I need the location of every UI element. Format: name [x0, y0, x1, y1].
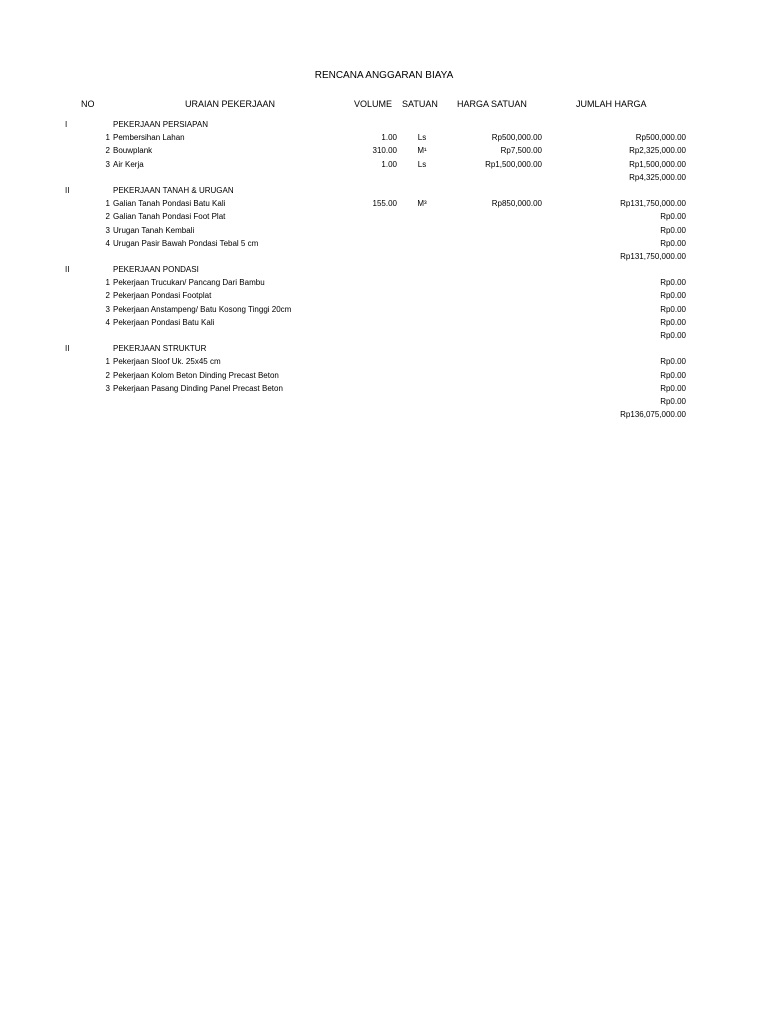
item-total: Rp1,500,000.00 — [629, 159, 686, 169]
item-number: 1 — [105, 357, 110, 367]
header-volume: VOLUME — [354, 99, 393, 109]
item-unit: Ls — [417, 159, 427, 169]
header-harga-satuan: HARGA SATUAN — [457, 99, 527, 109]
subtotal-row — [0, 171, 768, 184]
item-number: 3 — [105, 225, 110, 235]
item-description: Urugan Pasir Bawah Pondasi Tebal 5 cm — [113, 238, 259, 248]
subtotal-amount: Rp136,075,000.00 — [620, 410, 686, 420]
item-description: Galian Tanah Pondasi Batu Kali — [113, 199, 226, 209]
item-number: 1 — [105, 278, 110, 288]
item-description: Air Kerja — [113, 159, 144, 169]
item-row — [0, 382, 768, 395]
item-description: Pekerjaan Pasang Dinding Panel Precast Beton — [113, 383, 283, 393]
item-unit-price: Rp1,500,000.00 — [485, 159, 542, 169]
item-number: 3 — [105, 159, 110, 169]
item-unit-price: Rp850,000.00 — [491, 199, 542, 209]
item-total: Rp131,750,000.00 — [620, 199, 686, 209]
item-description: Pekerjaan Trucukan/ Pancang Dari Bambu — [113, 278, 265, 288]
item-description: Pekerjaan Pondasi Batu Kali — [113, 317, 215, 327]
item-row — [0, 369, 768, 382]
item-description: Pembersihan Lahan — [113, 133, 185, 143]
item-total: Rp0.00 — [660, 383, 686, 393]
item-number: 1 — [105, 199, 110, 209]
item-total: Rp0.00 — [660, 370, 686, 380]
item-total: Rp2,325,000.00 — [629, 146, 686, 156]
item-total: Rp0.00 — [660, 291, 686, 301]
section-title: PEKERJAAN PONDASI — [113, 265, 199, 275]
subtotal-row — [0, 329, 768, 342]
header-satuan: SATUAN — [402, 99, 438, 109]
item-total: Rp0.00 — [660, 304, 686, 314]
section-title: PEKERJAAN STRUKTUR — [113, 344, 207, 354]
item-unit-price: Rp7,500.00 — [500, 146, 542, 156]
item-row — [0, 316, 768, 329]
header-no: NO — [81, 99, 95, 109]
section-number: II — [65, 265, 70, 275]
item-unit-price: Rp500,000.00 — [491, 133, 542, 143]
item-row — [0, 355, 768, 368]
item-total: Rp0.00 — [660, 357, 686, 367]
item-row — [0, 144, 768, 157]
section-number: II — [65, 185, 70, 195]
item-row — [0, 289, 768, 302]
header-jumlah-harga: JUMLAH HARGA — [576, 99, 647, 109]
item-unit: Ls — [417, 133, 427, 143]
subtotal-amount: Rp4,325,000.00 — [629, 172, 686, 182]
item-row — [0, 197, 768, 210]
section-row — [0, 263, 768, 276]
item-number: 1 — [105, 133, 110, 143]
item-number: 4 — [105, 317, 110, 327]
item-row — [0, 224, 768, 237]
item-row — [0, 131, 768, 144]
section-row — [0, 184, 768, 197]
section-number: I — [65, 120, 68, 129]
item-total: Rp0.00 — [660, 238, 686, 248]
item-row — [0, 210, 768, 223]
item-number: 2 — [105, 212, 110, 222]
item-total: Rp0.00 — [660, 317, 686, 327]
item-volume: 1.00 — [381, 133, 397, 143]
item-description: Bouwplank — [113, 146, 153, 156]
item-total: Rp0.00 — [660, 278, 686, 288]
item-volume: 155.00 — [372, 199, 397, 209]
item-description: Pekerjaan Pondasi Footplat — [113, 291, 212, 301]
section-number: II — [65, 344, 70, 354]
item-number: 3 — [105, 383, 110, 393]
item-total: Rp0.00 — [660, 212, 686, 222]
item-row — [0, 158, 768, 171]
section-row — [0, 342, 768, 355]
subtotal-row — [0, 408, 768, 421]
item-volume: 310.00 — [372, 146, 397, 156]
document-title: RENCANA ANGGARAN BIAYA — [314, 70, 454, 81]
item-number: 2 — [105, 370, 110, 380]
item-number: 2 — [105, 291, 110, 301]
item-description: Pekerjaan Kolom Beton Dinding Precast Beton — [113, 370, 279, 380]
item-description: Galian Tanah Pondasi Foot Plat — [113, 212, 226, 222]
section-title: PEKERJAAN PERSIAPAN — [113, 120, 208, 129]
subtotal-amount: Rp0.00 — [660, 396, 686, 406]
item-row — [0, 303, 768, 316]
item-description: Pekerjaan Sloof Uk. 25x45 cm — [113, 357, 221, 367]
item-description: Urugan Tanah Kembali — [113, 225, 195, 235]
section-title: PEKERJAAN TANAH & URUGAN — [113, 185, 234, 195]
section-row — [0, 118, 768, 131]
subtotal-amount: Rp131,750,000.00 — [620, 251, 686, 261]
subtotal-amount: Rp0.00 — [660, 331, 686, 340]
item-total: Rp500,000.00 — [635, 133, 686, 143]
subtotal-row — [0, 395, 768, 408]
item-number: 2 — [105, 146, 110, 156]
item-total: Rp0.00 — [660, 225, 686, 235]
header-uraian: URAIAN PEKERJAAN — [185, 99, 276, 109]
item-number: 3 — [105, 304, 110, 314]
item-description: Pekerjaan Anstampeng/ Batu Kosong Tinggi 20cm — [113, 304, 292, 314]
item-unit: M¹ — [417, 146, 427, 156]
item-volume: 1.00 — [381, 159, 397, 169]
item-row — [0, 237, 768, 250]
item-row — [0, 276, 768, 289]
item-unit: M³ — [417, 199, 427, 209]
budget-table — [0, 118, 768, 421]
subtotal-row — [0, 250, 768, 263]
item-number: 4 — [105, 238, 110, 248]
